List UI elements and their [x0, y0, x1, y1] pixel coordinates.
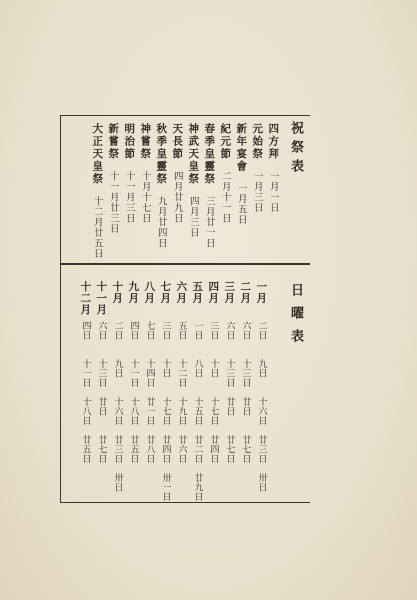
month-column: [109, 265, 125, 507]
month-column: [157, 265, 173, 507]
sunday-date: 九日: [256, 359, 267, 378]
festival-name: 明治節: [123, 123, 136, 161]
festival-date: 一月三日: [251, 170, 263, 213]
month-label: 八月: [143, 281, 156, 304]
sunday-date: 十三日: [240, 359, 251, 388]
festival-column: [153, 115, 169, 248]
sunday-date: 十日: [208, 359, 219, 378]
month-label: 三月: [223, 281, 236, 304]
festival-column: [105, 115, 121, 234]
sunday-date: 廿二日: [192, 435, 203, 464]
month-column: [125, 265, 141, 507]
sunday-date: 廿三日: [256, 435, 267, 464]
sunday-date: 十日: [160, 359, 171, 378]
festival-name: 四方拜: [267, 123, 280, 161]
festival-name: 新嘗祭: [107, 123, 120, 161]
festival-name: 春季皇靈祭: [203, 123, 216, 186]
month-column: [205, 265, 221, 507]
month-label: 五月: [191, 281, 204, 304]
month-column: [77, 265, 93, 507]
festival-name: 紀元節: [219, 123, 232, 161]
sunday-date: 廿一日: [144, 397, 155, 426]
festival-column: [89, 115, 105, 259]
sunday-date: 十六日: [112, 397, 123, 426]
sunday-date: 廿日: [240, 397, 251, 416]
sunday-date: 廿四日: [160, 435, 171, 464]
table-sheet: [60, 115, 310, 503]
month-column: [141, 265, 157, 507]
sunday-date: 十六日: [256, 397, 267, 426]
sunday-date: 十八日: [80, 397, 91, 426]
festivals-title: 祝祭表: [288, 121, 303, 178]
month-column: [221, 265, 237, 507]
sunday-date: 廿日: [224, 397, 235, 416]
month-column: [253, 265, 269, 507]
sunday-date: 六日: [96, 321, 107, 340]
festival-date: 四月三日: [187, 195, 199, 238]
sunday-date: 廿七日: [224, 435, 235, 464]
sunday-date: 二日: [112, 321, 123, 340]
month-column: [93, 265, 109, 507]
month-label: 四月: [207, 281, 220, 304]
sunday-date: 十五日: [192, 397, 203, 426]
festival-column: [201, 115, 217, 248]
festival-date: 十一月廿三日: [107, 170, 119, 234]
festival-name: 新年宴會: [235, 123, 248, 173]
sunday-date: 廿九日: [192, 473, 203, 502]
festival-name: 天長節: [171, 123, 184, 161]
festival-name: 大正天皇祭: [91, 123, 104, 186]
sunday-date: 七日: [144, 321, 155, 340]
festival-name: 神嘗祭: [139, 123, 152, 161]
sunday-date: 八日: [192, 359, 203, 378]
month-label: 十二月: [79, 281, 92, 316]
sunday-date: 廿日: [96, 397, 107, 416]
month-column: [237, 265, 253, 507]
month-column: [189, 265, 205, 507]
sunday-date: 十三日: [96, 359, 107, 388]
sunday-date: 廿七日: [240, 435, 251, 464]
festival-date: 十一月三日: [123, 170, 135, 223]
sunday-date: 三日: [208, 321, 219, 340]
sunday-date: 十九日: [176, 397, 187, 426]
sunday-date: 卅日: [112, 473, 123, 492]
festival-date: 十月十七日: [139, 170, 151, 223]
month-label: 十月: [111, 281, 124, 304]
festival-column: [121, 115, 137, 223]
sunday-date: 廿七日: [96, 435, 107, 464]
sunday-date: 一日: [192, 321, 203, 340]
sunday-date: 四日: [128, 321, 139, 340]
sunday-date: 廿五日: [128, 435, 139, 464]
sunday-date: 十一日: [128, 359, 139, 388]
sunday-date: 十四日: [144, 359, 155, 388]
sundays-section: [60, 265, 310, 503]
festival-column: [217, 115, 233, 223]
festival-date: 一月一日: [267, 170, 279, 213]
festival-column: [249, 115, 265, 213]
festival-date: 三月廿一日: [203, 195, 215, 248]
sunday-date: 二日: [256, 321, 267, 340]
festival-date: 九月廿四日: [155, 195, 167, 248]
month-label: 一月: [255, 281, 268, 304]
festival-name: 元始祭: [251, 123, 264, 161]
festival-column: [169, 115, 185, 223]
festivals-section: [60, 115, 310, 263]
month-label: 十一月: [95, 281, 108, 316]
sunday-date: 六日: [224, 321, 235, 340]
sunday-date: 廿六日: [176, 435, 187, 464]
sunday-date: 十三日: [224, 359, 235, 388]
month-label: 九月: [127, 281, 140, 304]
festival-date: 一月五日: [235, 183, 247, 225]
month-column: [173, 265, 189, 507]
sunday-date: 十八日: [128, 397, 139, 426]
festival-date: 四月廿九日: [171, 170, 183, 223]
sunday-date: 廿三日: [112, 435, 123, 464]
sunday-date: 十二日: [176, 359, 187, 388]
festival-date: 十二月廿五日: [91, 195, 103, 259]
sunday-date: 十七日: [160, 397, 171, 426]
sunday-date: 卅一日: [160, 473, 171, 502]
sunday-date: 六日: [240, 321, 251, 340]
sunday-date: 十七日: [208, 397, 219, 426]
month-label: 二月: [239, 281, 252, 304]
sunday-date: 四日: [80, 321, 91, 340]
sunday-date: 卅日: [256, 473, 267, 492]
festival-column: [233, 115, 249, 225]
sunday-date: 廿五日: [80, 435, 91, 464]
sunday-date: 廿四日: [208, 435, 219, 464]
sunday-date: 三日: [160, 321, 171, 340]
month-label: 七月: [159, 281, 172, 304]
festival-name: 神武天皇祭: [187, 123, 200, 186]
calendar-title: 日曜表: [288, 283, 303, 352]
festival-column: [185, 115, 201, 238]
sunday-date: 五日: [176, 321, 187, 340]
month-label: 六月: [175, 281, 188, 304]
sunday-date: 廿八日: [144, 435, 155, 464]
sunday-date: 九日: [112, 359, 123, 378]
festival-name: 秋季皇靈祭: [155, 123, 168, 186]
festival-column: [137, 115, 153, 223]
festival-date: 二月十一日: [219, 170, 231, 223]
festival-column: [265, 115, 281, 213]
sunday-date: 十一日: [80, 359, 91, 388]
